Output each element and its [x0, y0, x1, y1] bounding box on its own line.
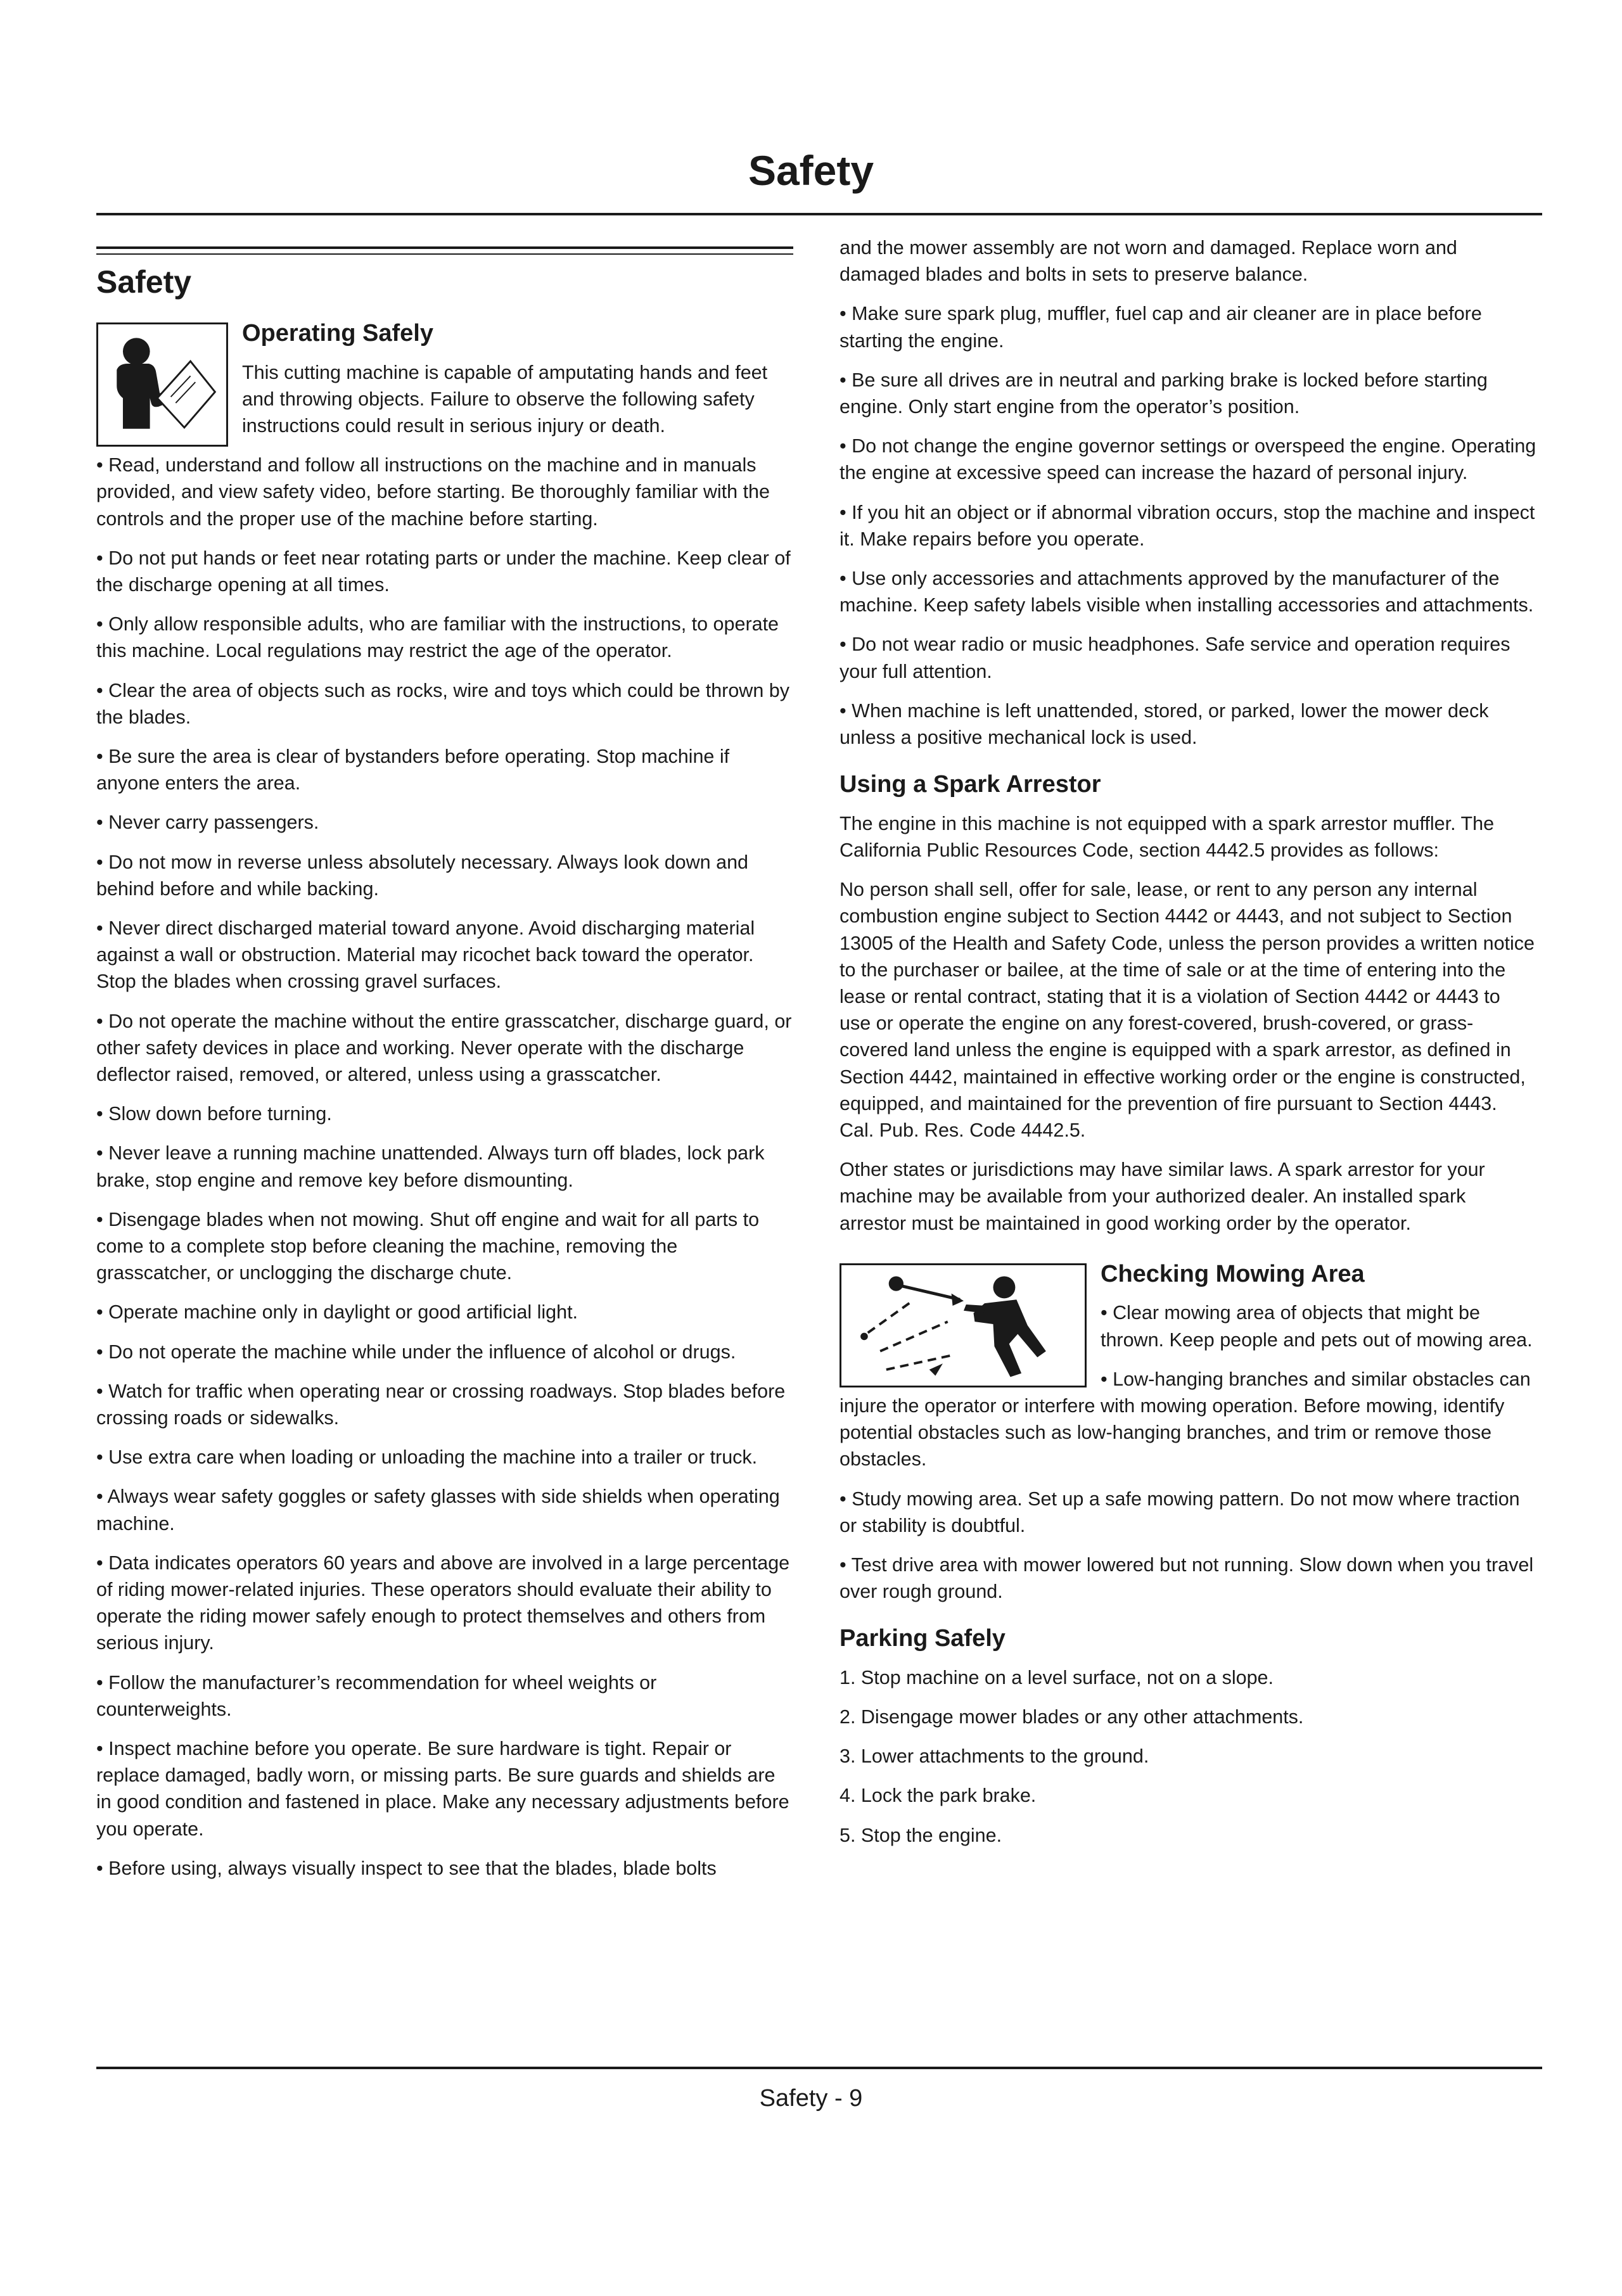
list-item: • Test drive area with mower lowered but not running. Slow down when you travel over rough ground.: [840, 1553, 1534, 1603]
list-item: • Make sure spark plug, muffler, fuel cap and air cleaner are in place before starting the engine.: [840, 303, 1482, 352]
list-item: • Data indicates operators 60 years and above are involved in a large percentage of riding mower-related injuries. These operators should evaluate their ability to operate the riding mower safely enough to protect themselves and others from serious injury.: [96, 1552, 790, 1654]
list-item: • Use only accessories and attachments approved by the manufacturer of the machine. Keep safety labels visible when installing accessories and attachments.: [840, 568, 1534, 616]
numbered-step: 5. Stop the engine.: [840, 1824, 1002, 1846]
section-rule-thin: [96, 253, 793, 255]
numbered-step: 2. Disengage mower blades or any other attachments.: [840, 1706, 1304, 1728]
operating-safely-heading: Operating Safely: [242, 320, 433, 347]
numbered-step: 1. Stop machine on a level surface, not on a slope.: [840, 1666, 1274, 1688]
list-item: • Do not operate the machine without the entire grasscatcher, discharge guard, or other safety devices in place and working. Never operate with the discharge deflector raised, removed, or altered, unless using a grasscatcher.: [96, 1010, 792, 1085]
section-heading: Safety: [96, 264, 192, 300]
list-item: • Follow the manufacturer’s recommendation for wheel weights or counterweights.: [96, 1671, 657, 1720]
list-item: • Do not wear radio or music headphones. Safe service and operation requires your full attention.: [840, 634, 1510, 682]
list-item: • Before using, always visually inspect to see that the blades, blade bolts: [96, 1857, 717, 1879]
list-item: • If you hit an object or if abnormal vibration occurs, stop the machine and inspect it. Make repairs before you operate.: [840, 501, 1535, 550]
list-item: • Inspect machine before you operate. Be sure hardware is tight. Repair or replace damaged, badly worn, or missing parts. Be sure guards and shields are in good condition and fastened in place. Make any necessary adjustments before you operate.: [96, 1738, 789, 1840]
paragraph: Other states or jurisdictions may have similar laws. A spark arrestor for your machine may be available from your authorized dealer. An installed spark arrestor must be maintained in good working order by the operator.: [840, 1159, 1485, 1234]
paragraph: The engine in this machine is not equipped with a spark arrestor muffler. The California Public Resources Code, section 4442.5 provides as follows:: [840, 812, 1495, 861]
list-item: • Do not mow in reverse unless absolutely necessary. Always look down and behind before and while backing.: [96, 851, 748, 900]
list-item: • Operate machine only in daylight or good artificial light.: [96, 1301, 578, 1323]
list-item: • Be sure all drives are in neutral and parking brake is locked before starting engine. Only start engine from the operator’s position.: [840, 369, 1488, 418]
list-item: • Disengage blades when not mowing. Shut off engine and wait for all parts to come to a complete stop before cleaning the machine, removing the grasscatcher, or unclogging the discharge chute.: [96, 1208, 760, 1284]
list-item: • Read, understand and follow all instructions on the machine and in manuals provided, and view safety video, before starting. Be thoroughly familiar with the controls and the proper use of the machine before starting.: [96, 454, 770, 530]
list-item: • Always wear safety goggles or safety glasses with side shields when operating machine.: [96, 1486, 780, 1534]
list-item: • Do not change the engine governor settings or overspeed the engine. Operating the engine at excessive speed can increase the hazard of personal injury.: [840, 435, 1536, 484]
page-title: Safety: [748, 147, 874, 194]
list-item: • Never direct discharged material toward anyone. Avoid discharging material against a wall or obstruction. Material may ricochet back toward the operator. Stop the blades when crossing gravel surfaces.: [96, 917, 755, 993]
list-item: • Study mowing area. Set up a safe mowing pattern. Do not mow where traction or stability is doubtful.: [840, 1488, 1520, 1536]
list-item: • Use extra care when loading or unloading the machine into a trailer or truck.: [96, 1446, 758, 1469]
list-item: • Clear mowing area of objects that might be thrown. Keep people and pets out of mowing area.: [1101, 1302, 1533, 1351]
operating-safely-intro: [96, 319, 793, 545]
list-item: • Do not operate the machine while under the influence of alcohol or drugs.: [96, 1341, 736, 1363]
list-item: • When machine is left unattended, stored, or parked, lower the mower deck unless a positive mechanical lock is used.: [840, 699, 1489, 749]
list-item: • Watch for traffic when operating near or crossing roadways. Stop blades before crossing roads or sidewalks.: [96, 1380, 786, 1429]
operating-safely-intro-text: This cutting machine is capable of amputating hands and feet and throwing objects. Failure to observe the following safety instructions could result in serious injury or death.: [242, 361, 768, 437]
checking-mowing-area-heading: Checking Mowing Area: [1101, 1260, 1365, 1287]
list-item: • Be sure the area is clear of bystanders before operating. Stop machine if anyone enters the area.: [96, 745, 730, 794]
list-item: • Never leave a running machine unattended. Always turn off blades, lock park brake, stop engine and remove key before dismounting.: [96, 1142, 765, 1191]
numbered-step: 4. Lock the park brake.: [840, 1785, 1037, 1807]
section-rule-thick: [96, 246, 793, 249]
parking-safely-heading: Parking Safely: [840, 1625, 1006, 1652]
thrown-object-hazard-icon: [840, 1263, 1087, 1387]
paragraph: No person shall sell, offer for sale, lease, or rent to any person any internal combustion engine subject to Section 4442 or 4443, and not subject to Section 13005 of the Health and Safety Code, unless the person provides a written notice to the purchaser or bailee, at the time of sale or at the time of entering into the lease or rental contract, stating that it is a violation of Section 4442 or 4443 to use or operate the engine on any forest-covered, brush-covered, or grass-covered land unless the engine is equipped with a spark arrestor, as defined in Section 4442, maintained in effective working order or the engine is constructed, equipped, and maintained for the prevention of fire pursuant to Section 4443. Cal. Pub. Res. Code 4442.5.: [840, 879, 1535, 1141]
header-rule: [96, 213, 1542, 215]
left-column: [96, 265, 793, 1894]
list-item: • Slow down before turning.: [96, 1103, 332, 1125]
list-item: • Low-hanging branches and similar obstacles can injure the operator or interfere with mowing operation. Before mowing, identify potential obstacles such as low-hanging branches, and trim or remove those obstacles.: [840, 1368, 1531, 1470]
list-item: • Never carry passengers.: [96, 812, 319, 834]
checking-mowing-area-intro: [840, 1260, 1536, 1486]
list-item: • Do not put hands or feet near rotating parts or under the machine. Keep clear of the discharge opening at all times.: [96, 547, 791, 596]
spark-arrestor-heading: Using a Spark Arrestor: [840, 771, 1101, 798]
list-item-continued: and the mower assembly are not worn and damaged. Replace worn and damaged blades and bolts in sets to preserve balance.: [840, 237, 1457, 286]
footer-rule: [96, 2067, 1542, 2069]
right-column: [840, 234, 1536, 1861]
list-item: • Only allow responsible adults, who are familiar with the instructions, to operate this machine. Local regulations may restrict the age of the operator.: [96, 613, 779, 662]
list-item: • Clear the area of objects such as rocks, wire and toys which could be thrown by the blades.: [96, 679, 789, 728]
numbered-step: 3. Lower attachments to the ground.: [840, 1745, 1149, 1768]
read-manual-icon: [96, 322, 228, 447]
page-footer: Safety - 9: [759, 2085, 863, 2112]
